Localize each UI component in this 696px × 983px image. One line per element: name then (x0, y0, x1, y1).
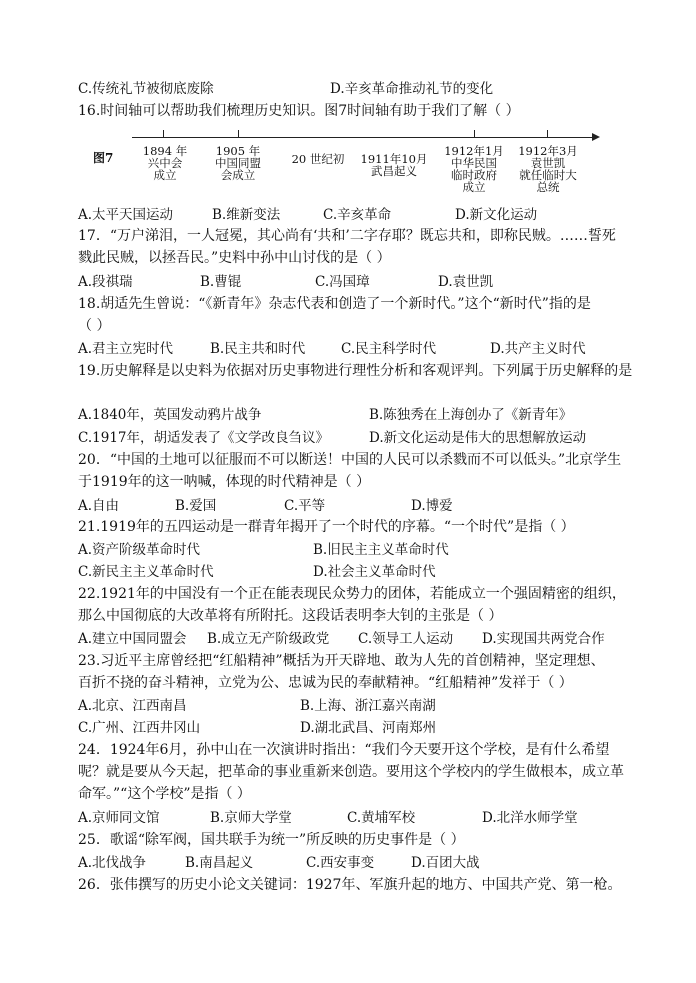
question-22-cont: 那么中国彻底的大改革将有所附托。这段话表明李大钊的主张是（ ） (78, 608, 503, 624)
option-c: C.新民主主义革命时代 (78, 564, 214, 580)
option-a: A.资产阶级革命时代 (78, 542, 201, 558)
option-a: A.北京、江西南昌 (78, 698, 187, 714)
option-c: C.领导工人运动 (358, 631, 454, 647)
question-22: 22.1921年的中国没有一个正在能表现民众势力的团体，若能成立一个强固精密的组织， (78, 586, 626, 602)
timeline-arrow (592, 133, 600, 141)
option-a: A.太平天国运动 (78, 207, 174, 223)
option-d: D.北洋水师学堂 (482, 810, 578, 826)
option-c: C.民主科学时代 (341, 341, 437, 357)
option-a: A.建立中国同盟会 (78, 631, 187, 647)
option-c: C.冯国璋 (315, 274, 370, 290)
question-24-cont: 呢？就是要从今天起，把革命的事业重新来创造。要用这个学校内的学生做根本，成立革 (78, 764, 624, 780)
option-b: B.旧民主主义革命时代 (313, 542, 449, 558)
timeline-event: 1912年1月 中华民国 临时政府 成立 (444, 144, 504, 194)
option-a: A.君主立宪时代 (78, 341, 174, 357)
option-d: D.新文化运动 (455, 207, 538, 223)
question-18: 18.胡适先生曾说：“《新青年》杂志代表和创造了一个新时代。”这个“新时代”指的是 (78, 296, 591, 312)
option-b: B.南昌起义 (185, 855, 254, 871)
question-24: 24．1924年6月，孙中山在一次演讲时指出：“我们今天要开这个学校，是有什么希望 (78, 742, 610, 758)
figure-label: 图7 (93, 151, 114, 165)
option-c: C.西安事变 (306, 855, 375, 871)
option-b: B.爱国 (175, 498, 217, 514)
timeline-tick (238, 130, 239, 138)
option-c: C.广州、江西井冈山 (78, 720, 201, 736)
option-a: A.1840年，英国发动鸦片战争 (78, 407, 262, 423)
option-c: C.辛亥革命 (323, 207, 392, 223)
option-d: D.湖北武昌、河南郑州 (300, 720, 437, 736)
option-b: B.上海、浙江嘉兴南湖 (300, 698, 436, 714)
timeline-tick (163, 130, 164, 138)
timeline-event: 1912年3月 袁世凯 就任临时大 总统 (518, 144, 578, 194)
option-d: D.共产主义时代 (490, 341, 586, 357)
question-17-cont: 戮此民贼，以拯吾民。”史料中孙中山讨伐的是（ ） (78, 250, 391, 266)
option-a: A.京师同文馆 (78, 810, 160, 826)
timeline-tick (547, 130, 548, 138)
question-23-cont: 百折不挠的奋斗精神，立党为公、忠诚为民的奉献精神。“红船精神”发祥于（ ） (78, 675, 573, 691)
question-16: 16.时间轴可以帮助我们梳理历史知识。图7时间轴有助于我们了解（ ） (78, 103, 520, 119)
question-21: 21.1919年的五四运动是一群青年揭开了一个时代的序幕。“一个时代”是指（ ） (78, 519, 575, 535)
option-d: D.博爱 (411, 498, 453, 514)
option-b: B.成立无产阶级政党 (207, 631, 330, 647)
timeline-event: 1911年10月 武昌起义 (360, 152, 428, 178)
question-17: 17．“万户涕泪，一人冠冕，其心尚有‘共和’二字存耶？既忘共和，即称民贼。……誓死 (78, 228, 616, 244)
option-c: C.黄埔军校 (347, 810, 416, 826)
option-a: A.自由 (78, 498, 120, 514)
option-d: D.新文化运动是伟大的思想解放运动 (369, 430, 587, 446)
option-a: A.北伐战争 (78, 855, 147, 871)
timeline-axis (132, 137, 594, 138)
timeline-tick (474, 130, 475, 138)
option-c: C.平等 (284, 498, 326, 514)
question-19: 19.历史解释是以史料为依据对历史事物进行理性分析和客观评判。下列属于历史解释的是 (78, 363, 633, 379)
question-25: 25．歌谣“除军阀，国共联手为统一”所反映的历史事件是（ ） (78, 832, 465, 848)
option-d: D.辛亥革命推动礼节的变化 (330, 81, 494, 97)
option-b: B.陈独秀在上海创办了《新青年》 (369, 407, 573, 423)
question-20: 20．“中国的土地可以征服而不可以断送！中国的人民可以杀戮而不可以低头。”北京学生 (78, 452, 622, 468)
timeline-event: 20 世纪初 (291, 152, 345, 166)
question-20-cont: 于1919年的这一呐喊，体现的时代精神是（ ） (78, 474, 371, 490)
option-a: A.段祺瑞 (78, 274, 133, 290)
question-23: 23.习近平主席曾经把“红船精神”概括为开天辟地、敢为人先的首创精神，坚定理想、 (78, 653, 605, 669)
option-b: B.民主共和时代 (210, 341, 306, 357)
option-b: B.维新变法 (212, 207, 281, 223)
option-b: B.京师大学堂 (210, 810, 292, 826)
option-d: D.社会主义革命时代 (313, 564, 436, 580)
timeline-event: 1905 年 中国同盟 会成立 (215, 144, 261, 182)
option-c: C.传统礼节被彻底废除 (78, 81, 214, 97)
question-18-cont: （ ） (78, 318, 111, 334)
option-b: B.曹锟 (200, 274, 242, 290)
option-d: D.实现国共两党合作 (482, 631, 605, 647)
option-c: C.1917年，胡适发表了《文学改良刍议》 (78, 430, 329, 446)
option-d: D.百团大战 (411, 855, 480, 871)
question-24-cont: 命军。”“这个学校”是指（ ） (78, 786, 251, 802)
timeline-event: 1894 年 兴中会 成立 (142, 144, 188, 182)
option-d: D.袁世凯 (438, 274, 494, 290)
question-26: 26．张伟撰写的历史小论文关键词：1927年、军旗升起的地方、中国共产党、第一枪。 (78, 877, 622, 893)
